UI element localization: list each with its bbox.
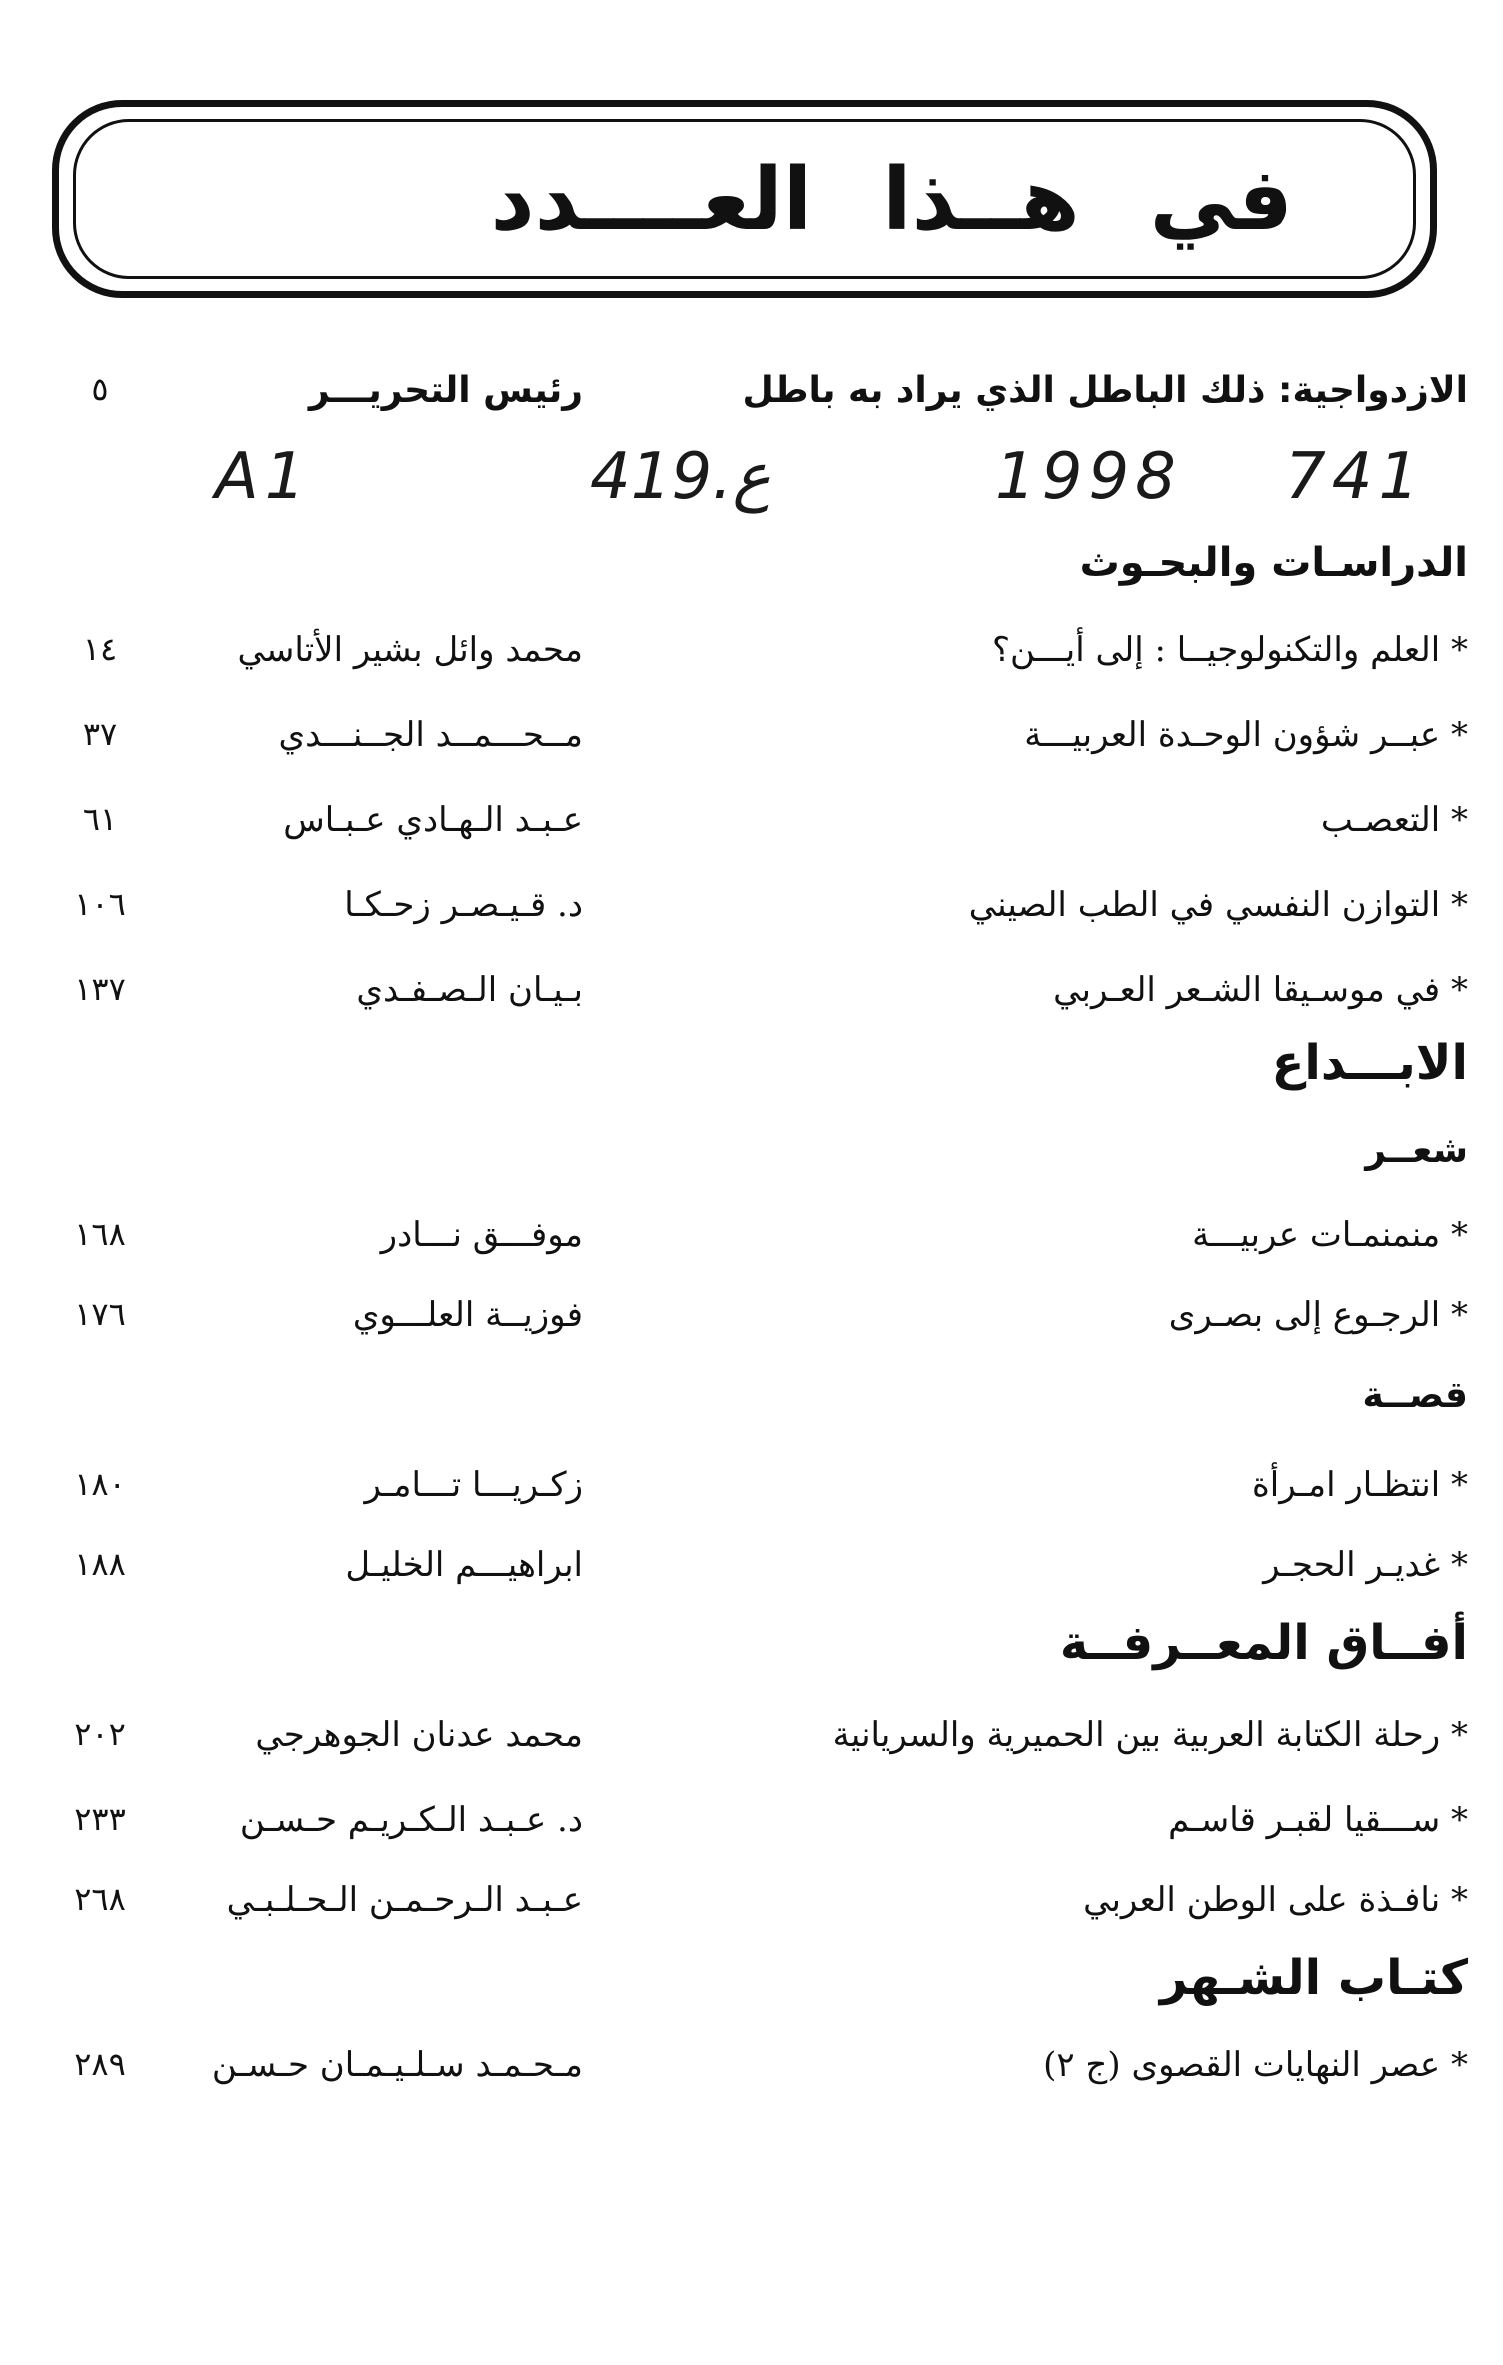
lead-row	[0, 370, 1503, 430]
article-title: * غديـر الحجـر	[1263, 1545, 1468, 1585]
article-title: * الرجـوع إلى بصـرى	[1168, 1295, 1468, 1335]
toc-row	[0, 1545, 1503, 1605]
handwritten-mark: 419.ع	[590, 440, 771, 514]
page-number: ١٨٠	[74, 1465, 126, 1503]
page-number: ١٧٦	[74, 1295, 126, 1333]
page-number: ١٦٨	[74, 1215, 126, 1253]
page-number: ٥	[91, 370, 109, 408]
handwritten-mark: A1	[215, 440, 312, 514]
article-author: موفـــق نـــادر	[380, 1215, 583, 1255]
article-author: عـبـد الـرحـمـن الـحـلـبـي	[226, 1880, 583, 1920]
article-title: * في موسـيقا الشـعر العـربي	[1053, 970, 1468, 1010]
handwritten-mark: 741	[1285, 440, 1426, 514]
article-title: * نافـذة على الوطن العربي	[1083, 1880, 1468, 1920]
article-author: بـيـان الـصـفـدي	[356, 970, 583, 1010]
section-heading-horizons: أفــاق المعــرفــة	[1059, 1615, 1468, 1671]
article-author: فوزيــة العلـــوي	[352, 1295, 583, 1335]
section-heading-book: كتـاب الشـهر	[1159, 1950, 1468, 2006]
page-number: ١٣٧	[74, 970, 126, 1008]
article-title: * منمنمـات عربيـــة	[1192, 1215, 1468, 1255]
article-author: محمد عدنان الجوهرجي	[255, 1715, 583, 1755]
page-number: ١٠٦	[74, 885, 126, 923]
section-heading-story: قصــة	[1362, 1375, 1468, 1416]
article-title: * انتظـار امـرأة	[1251, 1465, 1468, 1505]
article-title: * رحلة الكتابة العربية بين الحميرية والسريانية	[832, 1715, 1468, 1755]
article-author: مــحـــمــد الجــنـــدي	[278, 715, 583, 755]
article-title: * عبــر شؤون الوحـدة العربيـــة	[1024, 715, 1468, 755]
article-title: * ســـقيا لقبـر قاسـم	[1168, 1800, 1468, 1840]
toc-row	[0, 970, 1503, 1030]
page-number: ١٤	[82, 630, 118, 668]
article-author: زكـريـــا تـــامـر	[364, 1465, 583, 1505]
article-title: * التعصـب	[1320, 800, 1468, 840]
toc-row	[0, 1295, 1503, 1355]
page-number: ٢٣٣	[74, 1800, 126, 1838]
page-number: ٢٠٢	[74, 1715, 126, 1753]
section-heading-poetry: شعــر	[1365, 1130, 1468, 1171]
article-title: الازدواجية: ذلك الباطل الذي يراد به باطل	[742, 370, 1468, 411]
article-title: * العلم والتكنولوجيــا : إلى أيـــن؟	[991, 630, 1468, 670]
page-number: ٦١	[82, 800, 118, 838]
article-author: رئيس التحريـــر	[308, 370, 583, 411]
toc-row	[0, 1215, 1503, 1275]
handwritten-mark: 1998	[995, 440, 1182, 514]
handwritten-catalog-note	[0, 440, 1503, 520]
section-heading-creativity: الابـــداع	[1271, 1035, 1468, 1091]
page-number: ١٨٨	[74, 1545, 126, 1583]
article-author: مـحـمـد سـلـيـمـان حـسـن	[211, 2045, 583, 2085]
article-author: د. قـيـصـر زحـكـا	[344, 885, 583, 925]
section-heading-studies: الدراسـات والبحـوث	[1079, 540, 1468, 586]
article-author: محمد وائل بشير الأتاسي	[237, 630, 583, 670]
article-author: ابراهيـــم الخليـل	[345, 1545, 583, 1585]
article-title: * عصر النهايات القصوى (ج ٢)	[1043, 2045, 1468, 2085]
article-author: د. عـبـد الـكـريـم حـسـن	[239, 1800, 583, 1840]
toc-row	[0, 715, 1503, 775]
toc-row	[0, 800, 1503, 860]
toc-row	[0, 1800, 1503, 1860]
toc-row	[0, 1465, 1503, 1525]
page-number: ٣٧	[82, 715, 118, 753]
page-number: ٢٨٩	[74, 2045, 126, 2083]
page-number: ٢٦٨	[74, 1880, 126, 1918]
toc-row	[0, 885, 1503, 945]
article-author: عـبـد الـهـادي عـبـاس	[283, 800, 583, 840]
toc-row	[0, 1880, 1503, 1940]
page-title: في هــذا العــــدد	[490, 150, 1293, 250]
toc-row	[0, 630, 1503, 690]
toc-row	[0, 2045, 1503, 2105]
article-title: * التوازن النفسي في الطب الصيني	[968, 885, 1468, 925]
toc-row	[0, 1715, 1503, 1775]
